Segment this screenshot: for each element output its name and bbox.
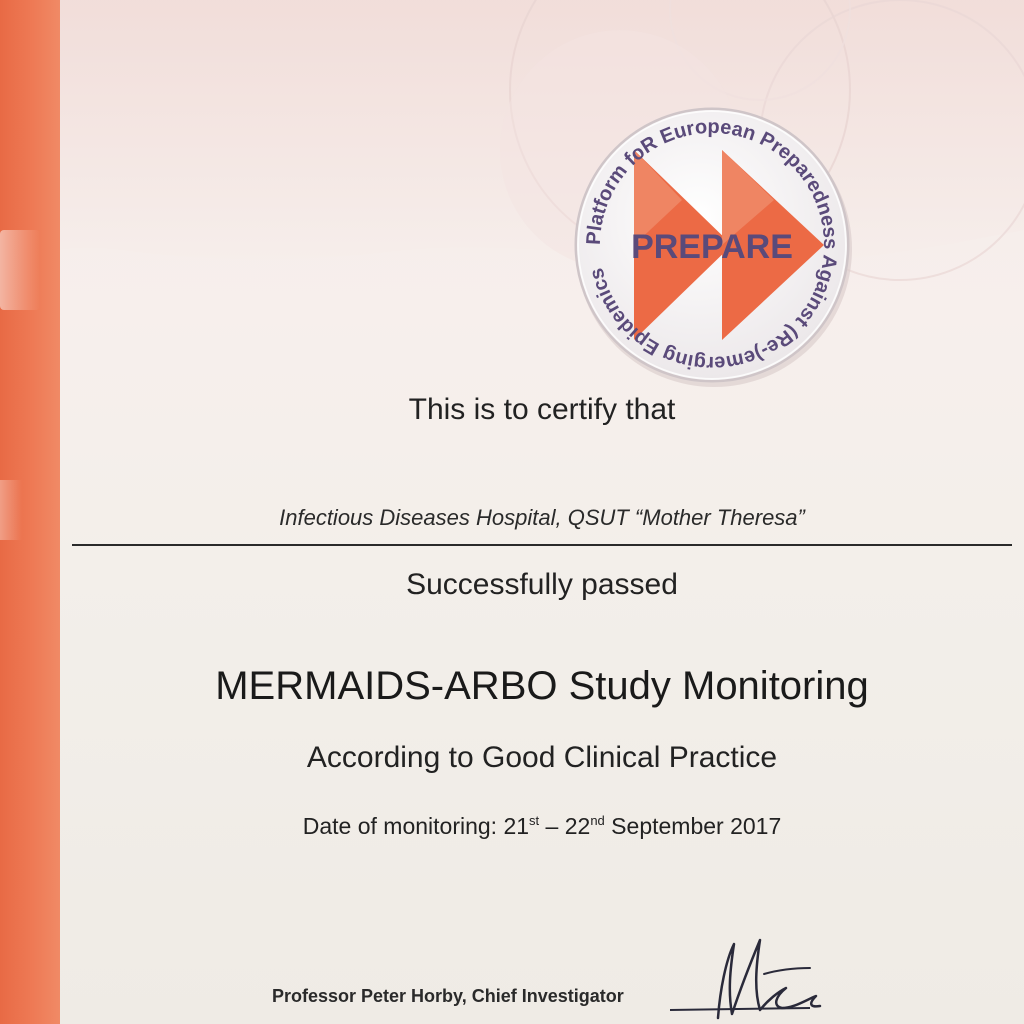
recipient-name: Infectious Diseases Hospital, QSUT “Mother Theresa” xyxy=(279,505,805,530)
date-end-suffix: nd xyxy=(590,813,605,828)
handwritten-signature xyxy=(660,930,850,1024)
background-wave-decoration xyxy=(60,0,1024,420)
recipient-underline xyxy=(72,544,1012,546)
seal-acronym: PREPARE xyxy=(631,228,793,266)
orange-side-band xyxy=(0,0,60,1024)
band-highlight xyxy=(0,230,40,310)
course-title: MERMAIDS-ARBO Study Monitoring xyxy=(215,664,869,708)
monitoring-date xyxy=(60,813,1024,840)
prepare-logo-seal xyxy=(562,95,862,395)
signatory-name: Professor Peter Horby, Chief Investigator xyxy=(272,986,624,1006)
date-separator: – 22 xyxy=(539,813,591,839)
passed-statement: Successfully passed xyxy=(406,568,678,601)
seal-ring-text: Platform foR European Preparedness Against (Re-)emerging Epidemics xyxy=(582,115,842,375)
date-prefix: Date of monitoring: 21 xyxy=(302,813,530,839)
date-month-year: September 2017 xyxy=(604,813,782,839)
certify-intro: This is to certify that xyxy=(408,393,676,426)
date-start-suffix: st xyxy=(529,813,540,828)
course-subtitle: According to Good Clinical Practice xyxy=(306,741,778,774)
band-highlight xyxy=(0,480,22,540)
